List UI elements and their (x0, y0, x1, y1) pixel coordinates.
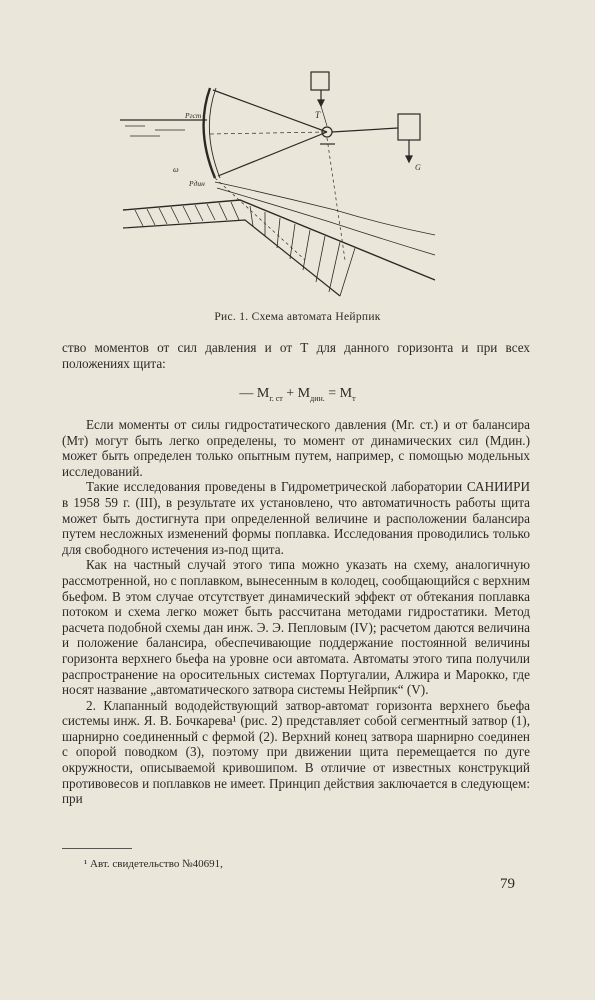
formula-m3: M (339, 386, 353, 401)
formula-m1-sub: г. ст (269, 393, 283, 403)
label-omega: ω (173, 165, 179, 174)
paragraph-1 (62, 340, 530, 371)
paragraph-3: Такие исследования проведены в Гидрометрической лаборатории САНИИРИ в 1958 59 г. (III), в результате их установлено, что автоматичность работы щита может быть достигнута при определенной величине и расположении балансира путем несложных изменений формы поплавка. Исследования проводились только для свободного истечения из-под щита. (62, 479, 530, 557)
formula-m3-sub: т (352, 393, 356, 403)
label-t: T (315, 110, 321, 120)
formula-minus: — (239, 386, 254, 401)
figure-caption: Рис. 1. Схема автомата Нейрпик (214, 311, 381, 323)
label-p-static: Pгст (185, 111, 202, 120)
paragraph-2: Если моменты от силы гидростатического давления (Mг. ст.) и от балансира (Mт) могут быть легко определены, то момент от динамических сил (Mдин.) может быть определен только опытным путем, например, с помощью модельных исследований. (62, 417, 530, 479)
formula (0, 386, 595, 403)
gate-scheme-drawing (115, 60, 445, 305)
page-number: 79 (500, 876, 515, 892)
figure-gate-diagram (115, 60, 445, 305)
formula-m2: M (297, 386, 311, 401)
formula-m1: M (256, 386, 270, 401)
paragraph-4: Как на частный случай этого типа можно указать на схему, аналогичную рассмотренной, но с поплавком, вынесенным в колодец, сообщающийся с верхним бьефом. В этом случае отсутствует динамический эффект от обтекания поплавка потоком и схема легко может быть рассчитана методами гидростатики. Метод расчета подобной схемы дан инж. Э. Э. Пепловым (IV); расчетом даются величина и положение балансира, обеспечивающие поддержание постоянной величины горизонта верхнего бьефа на уровне оси автомата. Автоматы этого типа получили распространение на оросительных системах Португалии, Алжира и Марокко, где носят название „автоматического затвора системы Нейрпик“ (V). (62, 557, 530, 698)
formula-plus: + (286, 386, 295, 401)
body-text (62, 417, 530, 807)
footnote-divider (62, 848, 132, 849)
formula-m2-sub: дин. (310, 393, 325, 403)
paragraph-5: 2. Клапанный вододействующий затвор-автомат горизонта верхнего бьефа системы инж. Я. В. Бочкарева¹ (рис. 2) представляет собой сегментный затвор (1), шарнирно соединенный с фермой (2). Верхний конец затвора шарнирно соединен с опорой поводком (3), поэтому при движении щита перемещается по дуге окружности, описываемой кривошипом. В отличие от известных конструкций противовесов и поплавков не имеет. Принцип действия заключается в следующем: при (62, 697, 530, 807)
label-g: G (415, 163, 421, 172)
paragraph-1-text: ство моментов от сил давления и от Т для данного горизонта и при всех положениях щита: (62, 340, 530, 371)
formula-eq: = (328, 386, 337, 401)
label-p-dynamic: Pдин (189, 179, 205, 188)
footnote: ¹ Авт. свидетельство №40691, (84, 858, 223, 870)
